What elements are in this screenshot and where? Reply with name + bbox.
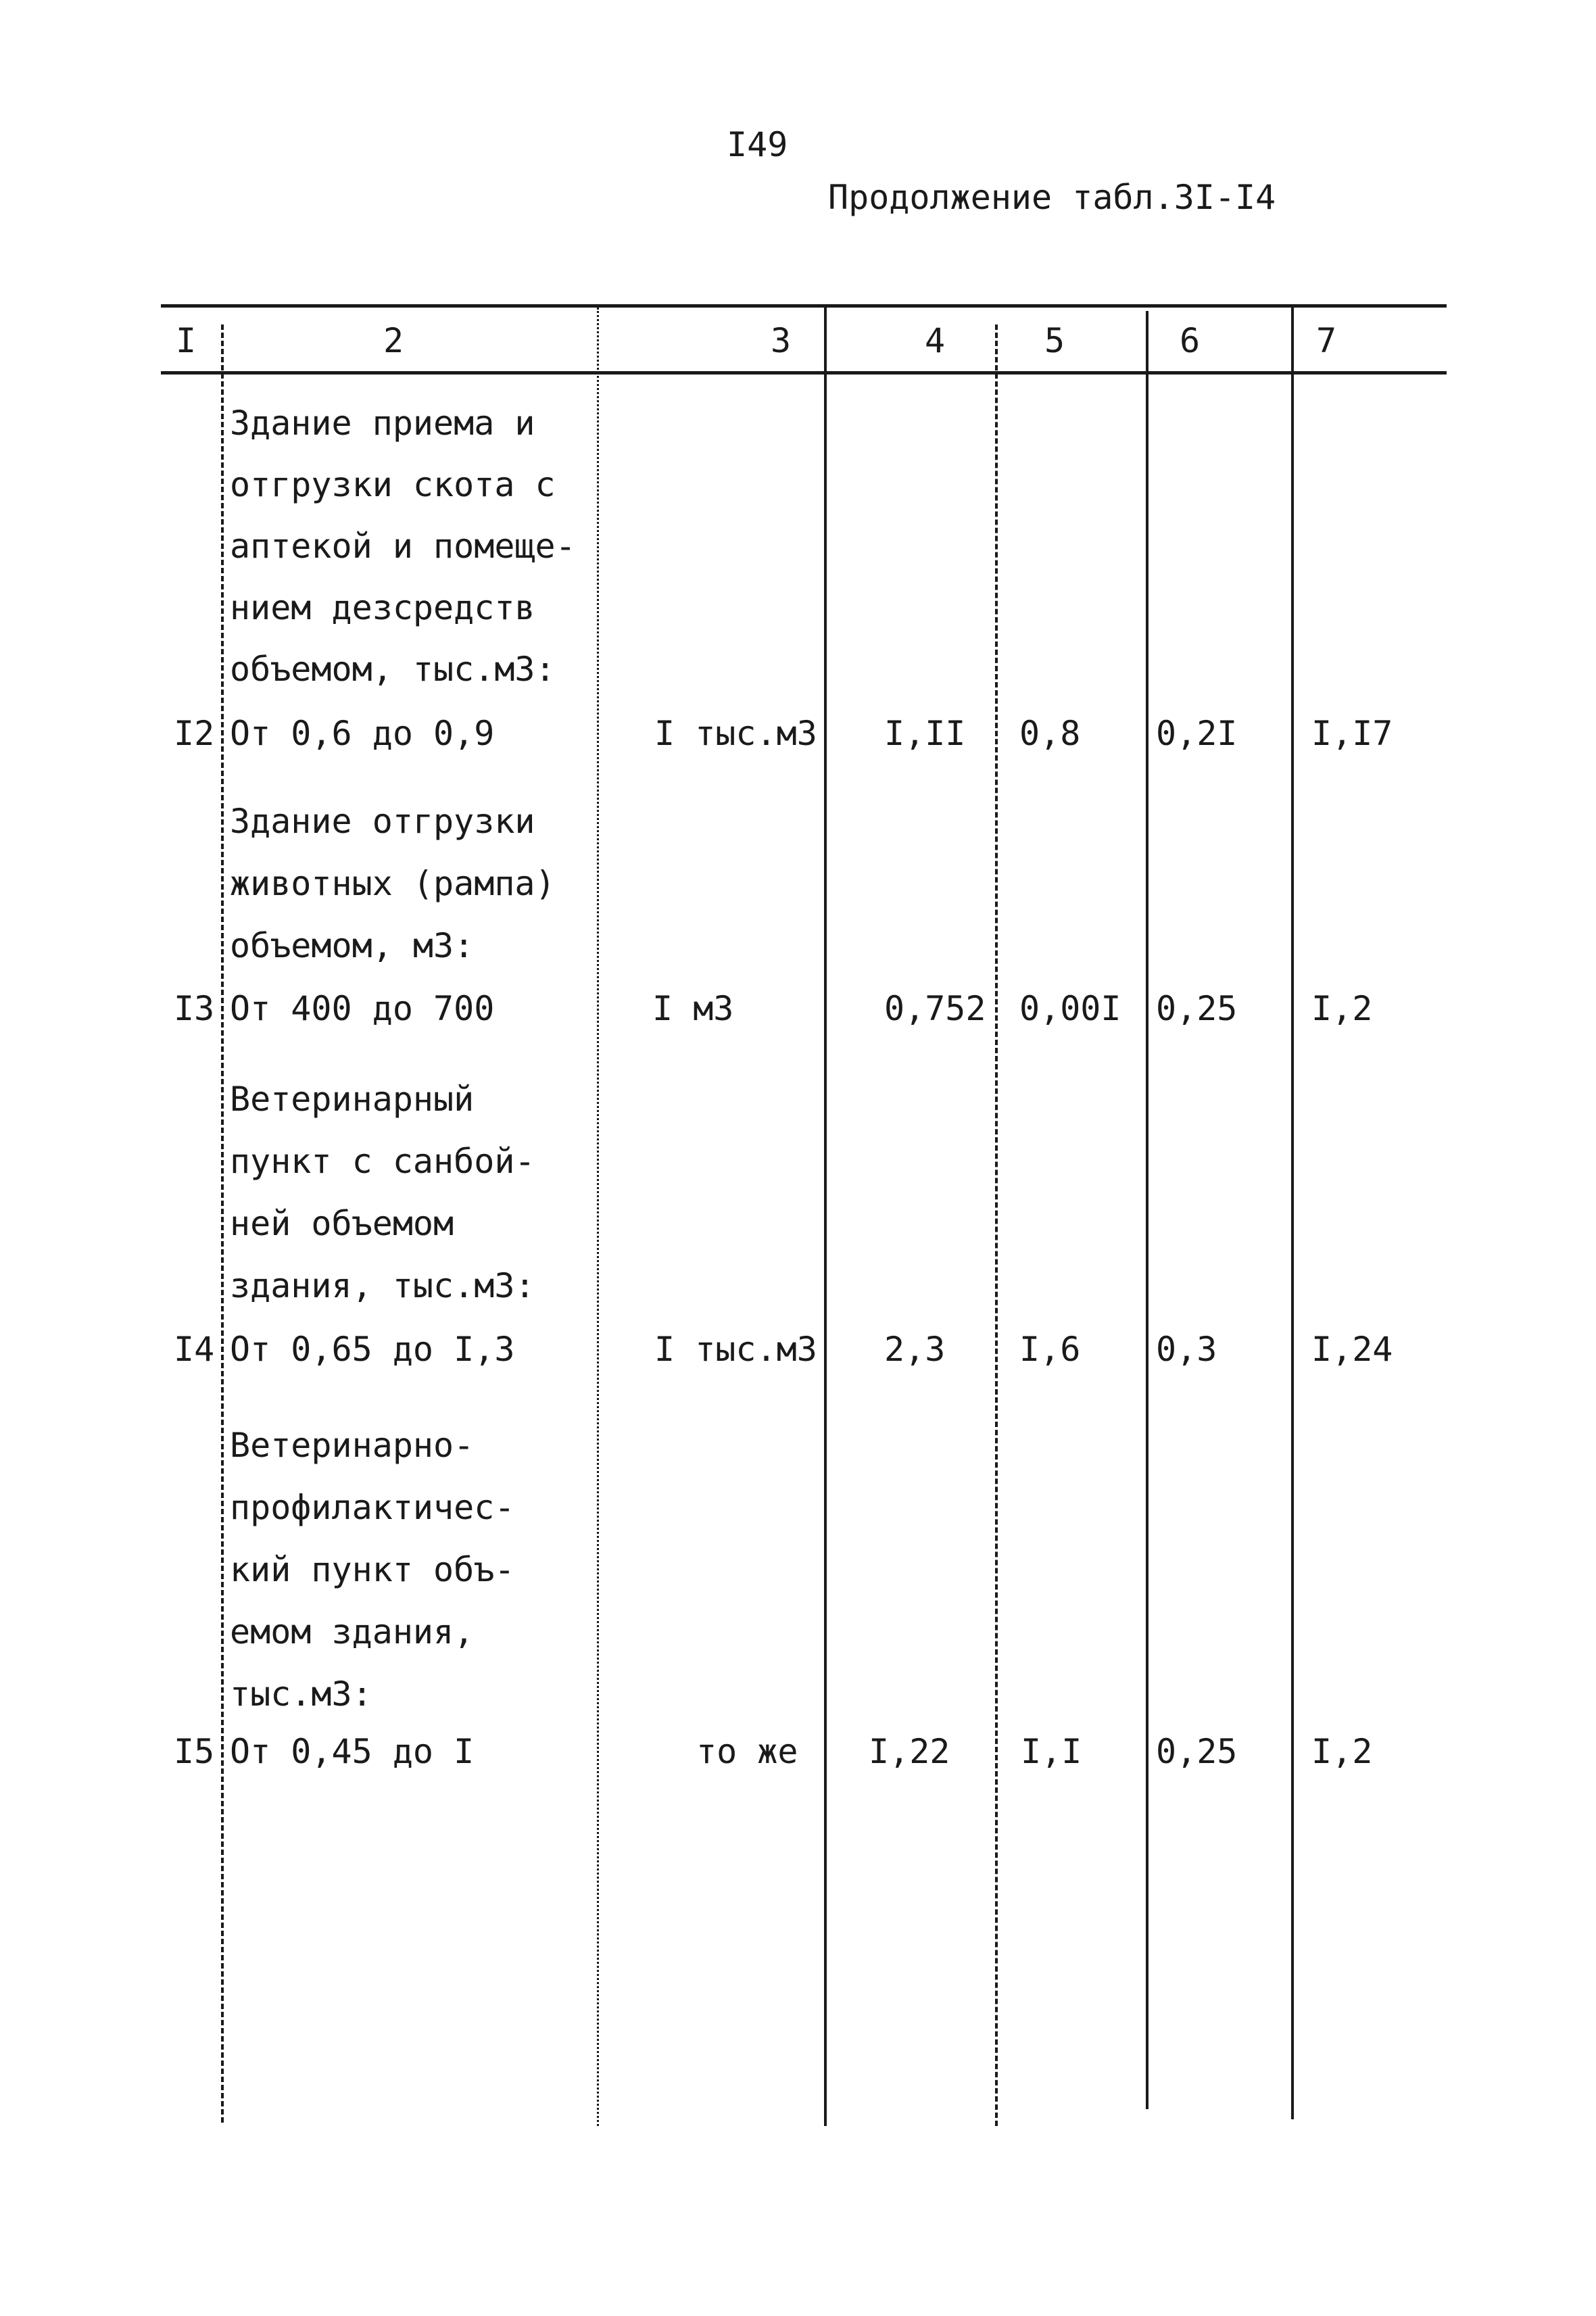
row-value-col6: 0,2I [1156,714,1238,753]
row-value-col7: I,24 [1311,1330,1393,1369]
row-unit: то же [696,1732,798,1771]
row-value-col4: I,II [884,714,966,753]
row-range: От 400 до 700 [230,989,495,1028]
column-header-5: 5 [1044,321,1065,360]
column-header-1: I [176,321,197,360]
row-value-col5: 0,8 [1019,714,1081,753]
row-description-line: Ветеринарный [230,1080,475,1119]
row-description-line: Здание приема и [230,404,535,443]
row-description-line: нием дезсредств [230,588,535,627]
column-divider-2 [597,308,599,2126]
column-header-4: 4 [925,321,946,360]
column-divider-1 [221,324,224,2123]
row-description-line: пункт с санбой- [230,1142,535,1181]
table-header-rule [161,371,1447,375]
row-value-col7: I,2 [1311,1732,1373,1771]
row-value-col6: 0,25 [1156,1732,1238,1771]
row-number: I4 [174,1330,215,1369]
row-description-line: профилактичес- [230,1488,515,1527]
column-header-2: 2 [383,321,404,360]
column-divider-4 [995,324,998,2126]
row-value-col5: 0,00I [1019,989,1121,1028]
column-header-6: 6 [1180,321,1201,360]
row-description-line: Здание отгрузки [230,802,535,841]
column-header-3: 3 [771,321,792,360]
row-description-line: отгрузки скота с [230,465,556,504]
row-value-col5: I,6 [1019,1330,1081,1369]
row-value-col4: 2,3 [884,1330,946,1369]
table-top-rule [161,304,1447,308]
row-description-line: аптекой и помеще- [230,527,576,566]
row-description-line: емом здания, [230,1612,475,1651]
row-unit: I тыс.м3 [654,714,817,753]
row-value-col6: 0,3 [1156,1330,1217,1369]
row-range: От 0,65 до I,3 [230,1330,515,1369]
row-description-line: ней объемом [230,1204,454,1243]
row-range: От 0,6 до 0,9 [230,714,495,753]
row-number: I2 [174,714,215,753]
column-divider-6 [1291,308,1294,2119]
column-divider-3 [824,308,827,2126]
row-value-col4: 0,752 [884,989,986,1028]
row-value-col4: I,22 [869,1732,950,1771]
row-value-col7: I,I7 [1311,714,1393,753]
row-description-line: тыс.м3: [230,1674,372,1714]
row-description-line: животных (рампа) [230,864,556,903]
table-continuation-caption: Продолжение табл.3I-I4 [828,178,1276,217]
row-value-col5: I,I [1021,1732,1082,1771]
row-unit: I м3 [652,989,734,1028]
page-number: I49 [727,125,788,164]
column-header-7: 7 [1316,321,1337,360]
row-description-line: объемом, тыс.м3: [230,650,556,689]
column-divider-5 [1146,311,1148,2109]
row-value-col6: 0,25 [1156,989,1238,1028]
row-range: От 0,45 до I [230,1732,475,1771]
row-number: I3 [174,989,215,1028]
row-unit: I тыс.м3 [654,1330,817,1369]
row-number: I5 [174,1732,215,1771]
row-description-line: кий пункт объ- [230,1550,515,1589]
row-description-line: объемом, м3: [230,926,475,965]
row-description-line: Ветеринарно- [230,1426,475,1465]
row-value-col7: I,2 [1311,989,1373,1028]
row-description-line: здания, тыс.м3: [230,1266,535,1305]
